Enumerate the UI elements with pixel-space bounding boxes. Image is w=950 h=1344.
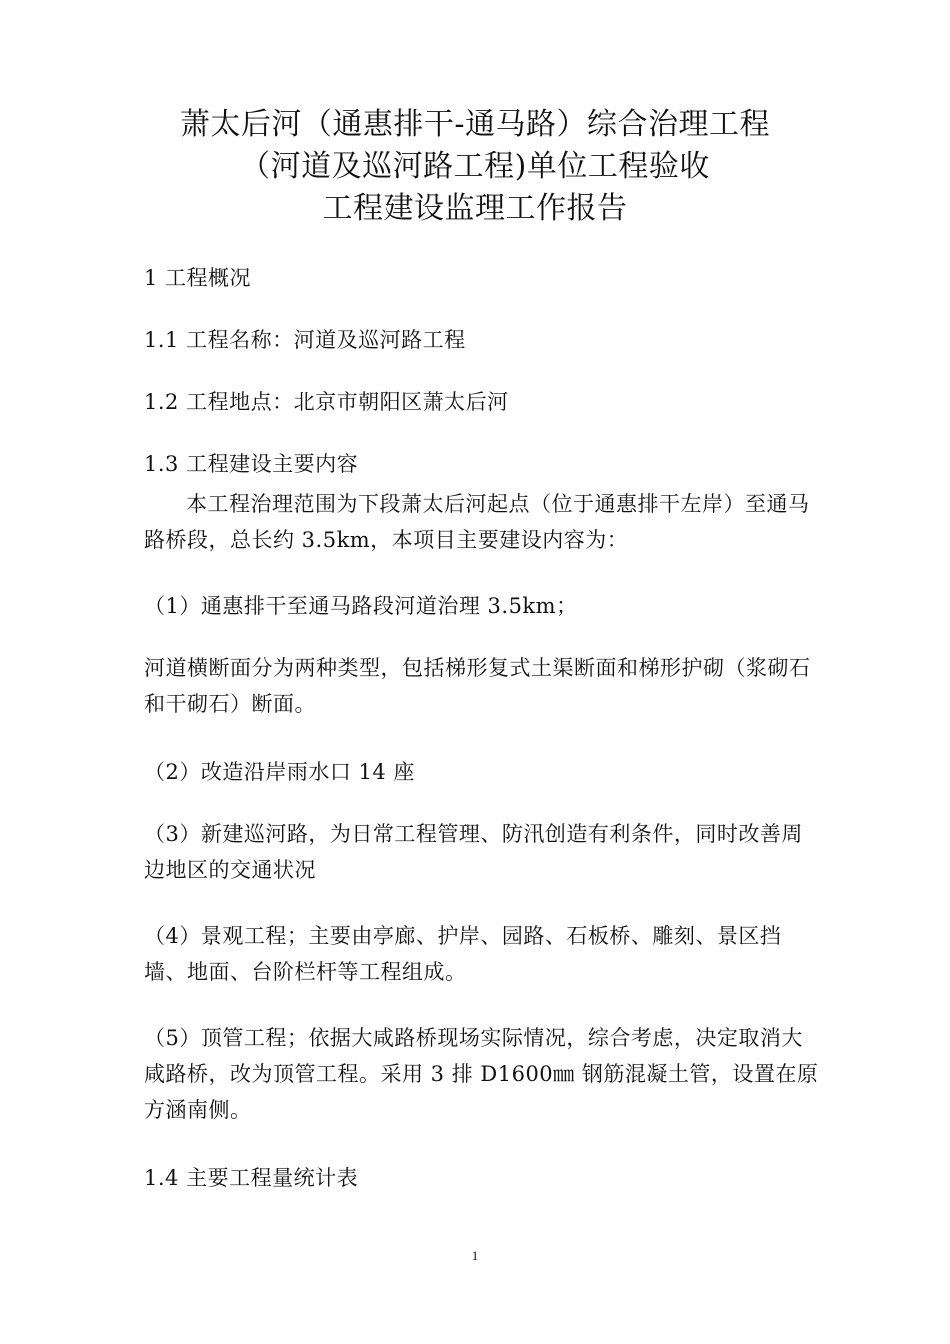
list-item-1: （1）通惠排干至通马路段河道治理 3.5km； [144,594,578,618]
list-item-5: （5）顶管工程；依据大咸路桥现场实际情况，综合考虑，决定取消大咸路桥，改为顶管工程。采用 3 排 D1600㎜ 钢筋混凝土管，设置在原方涵南侧。 [144,1026,819,1122]
report-title [0,104,950,230]
list-item-4: （4）景观工程；主要由亭廊、护岸、园路、石板桥、雕刻、景区挡墙、地面、台阶栏杆等工程组成。 [144,924,782,984]
list-item-2: （2）改造沿岸雨水口 14 座 [144,760,415,784]
list-item-1-description: 河道横断面分为两种类型，包括梯形复式土渠断面和梯形护砌（浆砌石和干砌石）断面。 [144,656,811,716]
section-1-3: 1.3 工程建设主要内容 [144,452,359,476]
page-number: 1 [471,1248,479,1263]
title-line-3: 工程建设监理工作报告 [322,191,628,226]
section-1-4: 1.4 主要工程量统计表 [144,1166,359,1190]
section-1-3-intro: 本工程治理范围为下段萧太后河起点（位于通惠排干左岸）至通马路桥段，总长约 3.5km，本项目主要建设内容为： [144,492,810,552]
section-1-2: 1.2 工程地点：北京市朝阳区萧太后河 [144,390,509,414]
section-heading-1: 1 工程概况 [144,266,252,290]
section-1-1: 1.1 工程名称：河道及巡河路工程 [144,328,466,352]
title-line-2: （河道及巡河路工程)单位工程验收 [240,149,710,184]
title-line-1: 萧太后河（通惠排干-通马路）综合治理工程 [179,107,771,142]
list-item-3: （3）新建巡河路，为日常工程管理、防汛创造有利条件，同时改善周边地区的交通状况 [144,822,803,882]
